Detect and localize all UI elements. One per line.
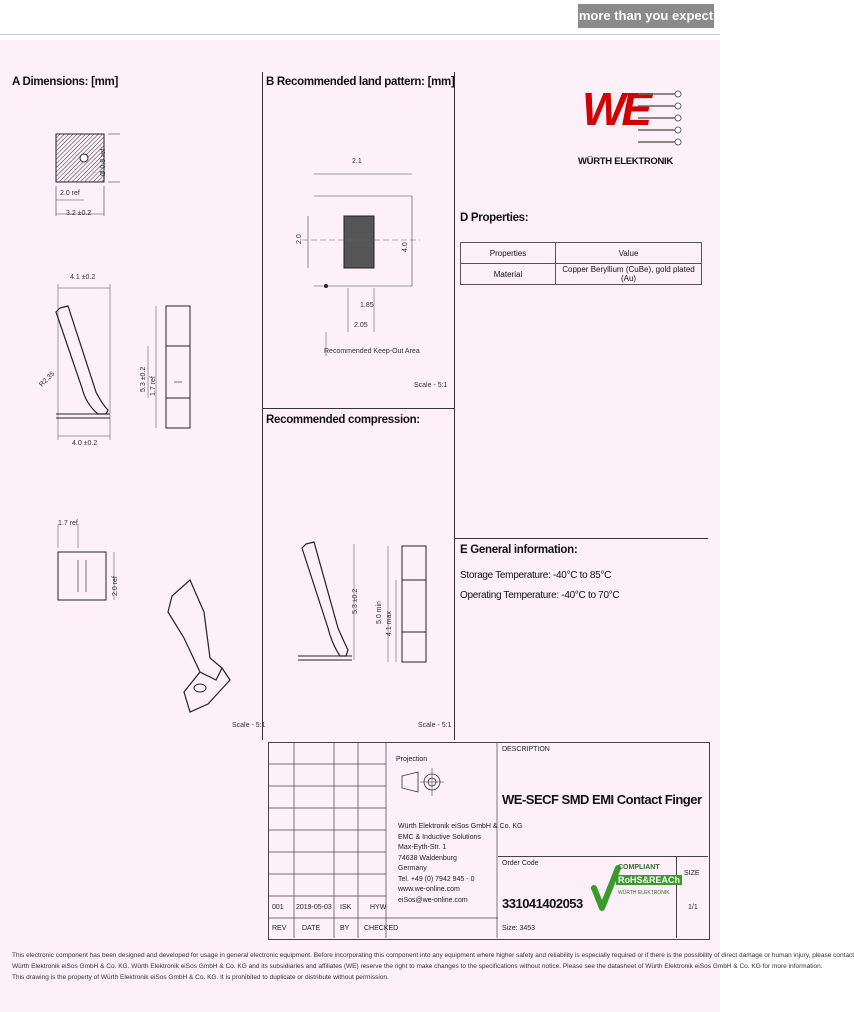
company-line: Max-Eyth-Str. 1 xyxy=(398,844,447,851)
dim-side-bottom: 4.0 ±0.2 xyxy=(72,440,98,447)
company-line: Germany xyxy=(398,865,427,872)
size-label: SIZE xyxy=(684,870,700,877)
land-pattern-drawing xyxy=(296,160,426,360)
by-header: BY xyxy=(340,925,350,932)
company-line: EMC & Inductive Solutions xyxy=(398,833,481,841)
dim-top-width-ref: 2.0 ref xyxy=(60,190,80,197)
side-view-drawing xyxy=(36,280,126,440)
product-description: WE-SECF SMD EMI Contact Finger xyxy=(502,792,702,807)
rev-value: 001 xyxy=(272,904,284,911)
divider-d-e xyxy=(454,538,708,539)
table-row xyxy=(461,264,702,285)
wurth-logo xyxy=(578,82,688,172)
size-value: Size: 3453 xyxy=(502,925,536,932)
dim-land-right-height: 4.0 xyxy=(402,242,409,252)
footer-line: Würth Elektronik eiSos GmbH & Co. KG. Würth Elektronik eiSos GmbH & Co. KG and its subsidiaries and affiliates (WE) reserve the right to make changes to the specifications without notice. Please see the datasheet of Würth Elektronik eiSos GmbH & Co. KG for more information. xyxy=(12,963,823,970)
section-a-title: A Dimensions: [mm] xyxy=(12,76,118,88)
header-divider xyxy=(0,34,720,35)
material-label: Material xyxy=(461,264,556,285)
checked-value: HYW xyxy=(370,904,387,911)
company-line: eiSos@we-online.com xyxy=(398,896,468,904)
dim-end-height-ref: 2.0 ref xyxy=(112,576,119,596)
company-line: Würth Elektronik eiSos GmbH & Co. KG xyxy=(398,823,523,830)
by-value: ISK xyxy=(340,904,352,911)
footer-line: This drawing is the property of Würth Elektronik eiSos GmbH & Co. KG. It is prohibited to duplicate or distribute without permission. xyxy=(12,974,389,981)
section-e-title: E General information: xyxy=(460,544,578,556)
storage-temperature: Storage Temperature: -40°C to 85°C xyxy=(460,570,612,581)
divider-a-b xyxy=(262,72,263,740)
section-d-title: D Properties: xyxy=(460,212,529,224)
rohs-compliant-text: COMPLIANT xyxy=(618,864,660,871)
date-header: DATE xyxy=(302,925,321,932)
compression-front-drawing xyxy=(374,540,434,670)
company-line: Tel. +49 (0) 7942 945 - 0 xyxy=(398,875,475,883)
properties-header: Properties xyxy=(461,243,556,264)
logo-we-letters: WE xyxy=(582,83,649,135)
dim-compression-free-height: 5.3 ±0.2 xyxy=(352,588,359,614)
rohs-reach-badge xyxy=(592,860,680,912)
company-line: 74638 Waldenburg xyxy=(398,854,457,862)
rohs-reach-text: RoHS&REACh xyxy=(618,875,680,885)
divider-b-c xyxy=(262,408,454,409)
operating-temperature: Operating Temperature: -40°C to 70°C xyxy=(460,590,620,601)
checked-header: CHECKED xyxy=(364,925,399,932)
front-view-drawing xyxy=(138,296,198,436)
date-value: 2019-05-03 xyxy=(296,904,332,911)
dim-compression-min: 5.0 min xyxy=(376,601,383,624)
tagline-banner: more than you expect xyxy=(578,4,714,28)
page-number: 1/1 xyxy=(688,904,698,911)
dim-front-height: 5.3 ±0.2 xyxy=(140,366,147,392)
dim-compression-max: 4.1 max xyxy=(386,611,393,636)
rohs-brand-text: WÜRTH ELEKTRONIK xyxy=(618,890,670,896)
dim-top-height-ref: Ø 0.8 ref xyxy=(100,148,107,176)
projection-label: Projection xyxy=(396,756,428,763)
order-code: 331041402053 xyxy=(502,896,583,911)
material-value: Copper Beryllium (CuBe), gold plated (Au) xyxy=(556,264,702,285)
value-header: Value xyxy=(556,243,702,264)
scale-c: Scale - 5:1 xyxy=(418,722,452,729)
isometric-view-drawing xyxy=(160,572,250,722)
rev-header: REV xyxy=(272,925,287,932)
compression-side-drawing xyxy=(292,530,372,675)
logo-lines-icon xyxy=(638,88,684,148)
footer-disclaimer xyxy=(12,950,854,983)
section-b-title: B Recommended land pattern: [mm] xyxy=(266,76,455,88)
dim-side-radius: R2.35 xyxy=(38,370,57,389)
dim-top-width: 3.2 ±0.2 xyxy=(66,210,92,217)
dim-land-d1: 1.85 xyxy=(360,302,374,309)
section-c-title: Recommended compression: xyxy=(266,414,420,426)
dim-front-height-ref: 1.7 ref xyxy=(150,376,157,396)
dim-land-d2: 2.05 xyxy=(354,322,368,329)
order-code-label: Order Code xyxy=(502,860,539,867)
scale-b: Scale - 5:1 xyxy=(414,382,448,389)
keep-out-note: Recommended Keep-Out Area xyxy=(324,348,420,355)
properties-table xyxy=(460,242,702,285)
dim-land-left-height: 2.0 xyxy=(296,234,303,244)
logo-brand-name: WÜRTH ELEKTRONIK xyxy=(578,156,673,167)
divider-b-d xyxy=(454,72,455,740)
dim-end-width-ref: 1.7 ref xyxy=(58,520,78,527)
company-line: www.we-online.com xyxy=(398,886,460,893)
dim-land-width: 2.1 xyxy=(352,158,362,165)
end-view-drawing xyxy=(52,520,132,610)
checkmark-icon xyxy=(592,864,620,912)
footer-line: This electronic component has been designed and developed for usage in general electronic equipment. Before incorporating this component into any equipment where higher safety and reliability is especially required or if there is the possibility of direct damage or human injury, please contact xyxy=(12,952,854,959)
projection-symbol-icon xyxy=(400,766,444,798)
scale-a: Scale - 5:1 xyxy=(232,722,266,729)
size-divider xyxy=(676,856,677,938)
description-label: DESCRIPTION xyxy=(502,746,550,753)
dim-side-top: 4.1 ±0.2 xyxy=(70,274,96,281)
